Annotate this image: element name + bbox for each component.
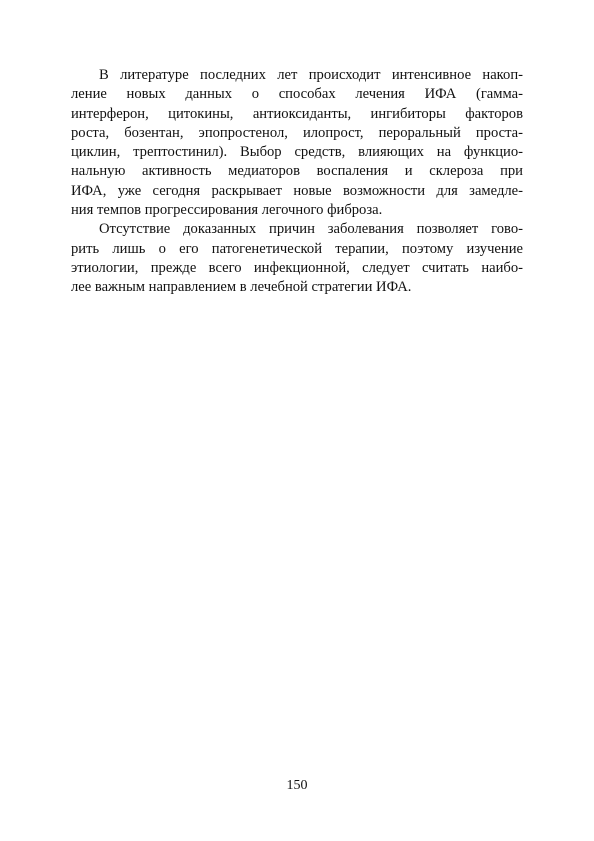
text-line: В литературе последних лет происходит интенсивное накоп- (99, 67, 523, 83)
text-line: циклин, трептостинил). Выбор средств, влияющих на функцио- (71, 144, 523, 161)
paragraph-1 (71, 66, 523, 220)
text-line: роста, бозентан, эпопростенол, илопрост, пероральный проста- (71, 124, 523, 141)
text-line: рить лишь о его патогенетической терапии, поэтому изучение (71, 240, 523, 257)
text-line: ния темпов прогрессирования легочного фиброза. (71, 202, 383, 219)
text-line: этиологии, прежде всего инфекционной, следует считать наибо- (71, 259, 523, 276)
text-line: лее важным направлением в лечебной стратегии ИФА. (71, 279, 412, 296)
text-line: ление новых данных о способах лечения ИФА (гамма- (71, 86, 523, 103)
text-line: нальную активность медиаторов воспаления и склероза при (71, 163, 523, 180)
page-number: 150 (286, 778, 308, 793)
paragraph-2 (71, 220, 523, 297)
body-text (71, 66, 523, 298)
text-line: Отсутствие доказанных причин заболевания позволяет гово- (99, 221, 523, 238)
text-line: интерферон, цитокины, антиоксиданты, ингибиторы факторов (71, 105, 523, 122)
text-line: ИФА, уже сегодня раскрывает новые возможности для замедле- (71, 182, 523, 199)
